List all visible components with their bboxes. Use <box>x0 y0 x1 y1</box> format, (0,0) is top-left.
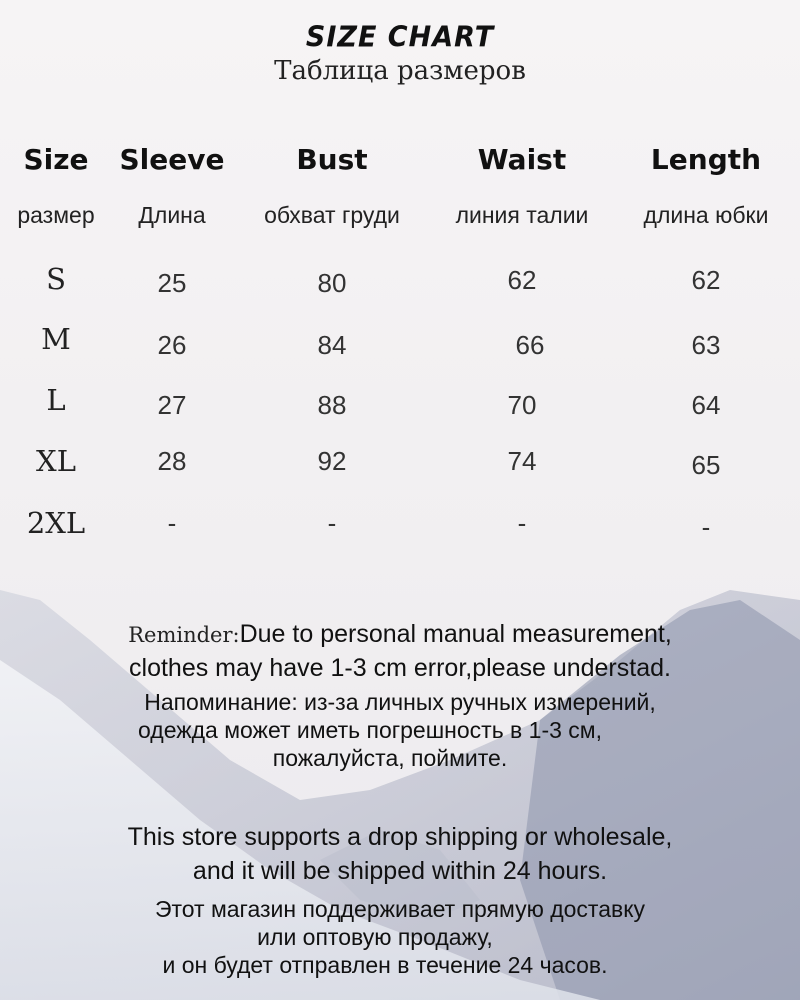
row-length-value: 64 <box>691 390 721 420</box>
header-waist: Waist <box>477 143 567 176</box>
chart-title: SIZE CHART <box>305 21 495 54</box>
header-size: Size <box>23 143 89 176</box>
row-sleeve-value: 25 <box>157 268 187 298</box>
row-bust-value: - <box>327 508 337 538</box>
header-bust: Bust <box>296 143 368 176</box>
reminder-line-1: Due to personal manual measurement, <box>239 620 672 648</box>
row-waist-value: - <box>517 508 527 538</box>
chart-subtitle: Таблица размеров <box>274 56 526 86</box>
store-ru-line-3: и он будет отправлен в течение 24 часов. <box>162 952 608 978</box>
subheader-length: длина юбки <box>643 202 769 228</box>
subheader-sleeve: Длина <box>138 202 206 228</box>
row-sleeve-value: - <box>167 508 177 538</box>
header-length: Length <box>650 143 762 176</box>
header-sleeve: Sleeve <box>119 143 225 176</box>
subheader-bust: обхват груди <box>264 202 400 228</box>
reminder-label: Reminder: <box>128 623 240 647</box>
row-waist-value: 74 <box>507 446 537 476</box>
row-size-label: S <box>46 262 66 296</box>
reminder-russian <box>0 688 800 772</box>
store-english <box>0 820 800 888</box>
row-length-value: 65 <box>691 450 721 480</box>
reminder-ru-line-1: Напоминание: из-за личных ручных измерений, <box>144 689 656 715</box>
row-bust-value: 92 <box>317 446 347 476</box>
store-line-2: and it will be shipped within 24 hours. <box>192 857 608 885</box>
store-russian <box>0 895 800 979</box>
reminder-english <box>0 618 800 685</box>
row-size-label: XL <box>36 444 76 478</box>
row-sleeve-value: 26 <box>157 330 187 360</box>
row-size-label: L <box>46 383 66 417</box>
subheader-waist: линия талии <box>455 202 589 228</box>
reminder-ru-line-3: пожалуйста, поймите. <box>272 745 508 771</box>
store-line-1: This store supports a drop shipping or wholesale, <box>127 823 673 851</box>
row-sleeve-value: 28 <box>157 446 187 476</box>
row-size-label: M <box>41 322 71 356</box>
row-length-value: 62 <box>691 265 721 295</box>
row-waist-value: 62 <box>507 265 537 295</box>
row-length-value: 63 <box>691 330 721 360</box>
store-ru-line-1: Этот магазин поддерживает прямую доставку <box>154 896 646 922</box>
reminder-line-2: clothes may have 1-3 cm error,please understad. <box>129 654 671 682</box>
row-sleeve-value: 27 <box>157 390 187 420</box>
row-bust-value: 80 <box>317 268 347 298</box>
store-ru-line-2: или оптовую продажу, <box>257 924 493 950</box>
row-waist-value: 66 <box>515 330 545 360</box>
row-waist-value: 70 <box>507 390 537 420</box>
row-length-value: - <box>701 512 711 542</box>
subheader-size: размер <box>17 202 95 228</box>
reminder-ru-line-2: одежда может иметь погрешность в 1-3 см, <box>137 717 603 743</box>
row-size-label: 2XL <box>26 506 86 540</box>
row-bust-value: 84 <box>317 330 347 360</box>
row-bust-value: 88 <box>317 390 347 420</box>
